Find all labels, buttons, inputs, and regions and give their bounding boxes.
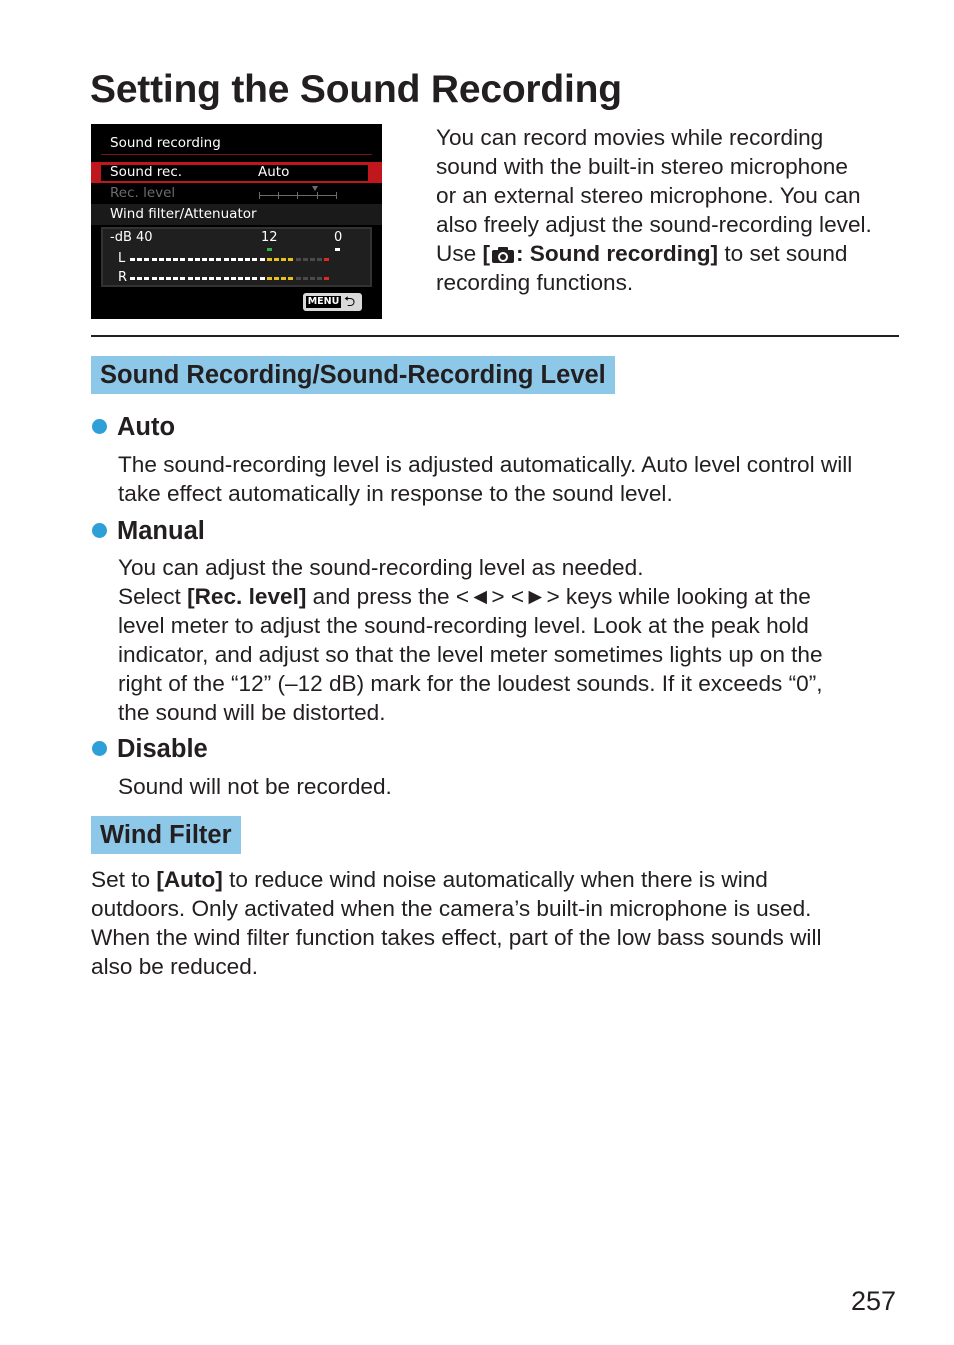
menu-item-reference: [Rec. level] xyxy=(187,584,307,609)
camera-menu-screen xyxy=(91,124,382,319)
meter-segment xyxy=(252,258,257,261)
menu-row-rec-level[interactable] xyxy=(91,183,382,204)
meter-segment xyxy=(130,277,135,280)
meter-segment xyxy=(202,258,207,261)
meter-segment xyxy=(296,277,301,280)
intro-menu-name: : Sound recording] xyxy=(516,241,719,266)
meter-segment xyxy=(152,258,157,261)
intro-text: Use xyxy=(436,241,483,266)
bullet-label: Auto xyxy=(117,413,176,441)
return-icon: ⮌ xyxy=(344,294,356,310)
meter-segment xyxy=(303,258,308,261)
menu-row-label: Sound rec. xyxy=(110,164,183,180)
bullet-dot-icon xyxy=(92,741,107,756)
bullet-dot-icon xyxy=(92,523,107,538)
setting-reference: [Auto] xyxy=(156,867,223,892)
menu-row-value: Auto xyxy=(258,164,290,180)
auto-description xyxy=(118,450,852,508)
manual-description xyxy=(118,553,823,727)
horizontal-divider xyxy=(91,335,899,337)
body-line: indicator, and adjust so that the level meter sometimes lights up on the xyxy=(118,642,823,667)
meter-segment xyxy=(216,258,221,261)
meter-segment xyxy=(324,277,329,280)
meter-segment xyxy=(310,258,315,261)
meter-channel-l: L xyxy=(118,251,126,266)
body-line: The sound-recording level is adjusted automatically. Auto level control will xyxy=(118,452,853,477)
intro-bracket: [ xyxy=(482,241,490,266)
meter-segment xyxy=(188,277,193,280)
body-line xyxy=(91,865,822,894)
page-title: Setting the Sound Recording xyxy=(90,68,622,111)
meter-segment xyxy=(144,258,149,261)
meter-mark-0: 0 xyxy=(334,230,343,245)
rec-level-slider xyxy=(259,195,337,196)
meter-segment xyxy=(317,277,322,280)
meter-segment xyxy=(281,277,286,280)
intro-line: also freely adjust the sound-recording level. xyxy=(436,212,872,237)
bullet-heading-disable xyxy=(92,735,208,764)
menu-row-sound-rec[interactable] xyxy=(91,162,382,183)
bullet-heading-auto xyxy=(92,413,175,442)
bullet-dot-icon xyxy=(92,419,107,434)
meter-segment xyxy=(173,277,178,280)
meter-segment xyxy=(267,277,272,280)
meter-segment xyxy=(288,277,293,280)
meter-segment xyxy=(159,277,164,280)
meter-segment xyxy=(224,277,229,280)
meter-segment xyxy=(260,277,265,280)
meter-db-label: -dB 40 xyxy=(110,230,153,245)
page-number: 257 xyxy=(851,1286,897,1316)
meter-segment xyxy=(180,277,185,280)
meter-segment xyxy=(137,277,142,280)
intro-line: sound with the built-in stereo microphone xyxy=(436,154,848,179)
menu-title-divider xyxy=(101,154,372,155)
meter-segment xyxy=(137,258,142,261)
meter-segment xyxy=(267,258,272,261)
meter-segment xyxy=(173,258,178,261)
meter-segment xyxy=(252,277,257,280)
disable-description xyxy=(118,772,392,801)
meter-segment xyxy=(224,258,229,261)
menu-button-label: MENU xyxy=(307,296,340,307)
intro-text: to set sound xyxy=(718,241,848,266)
body-text: and press the <◄> <►> keys while looking at the xyxy=(306,584,811,609)
section-heading-sound-level: Sound Recording/Sound-Recording Level xyxy=(91,356,615,394)
meter-segment xyxy=(303,277,308,280)
body-text: Select xyxy=(118,584,188,609)
meter-segment xyxy=(188,258,193,261)
meter-segment xyxy=(209,277,214,280)
body-text: to reduce wind noise automatically when there is wind xyxy=(222,867,768,892)
meter-channel-r: R xyxy=(118,270,128,285)
meter-segment xyxy=(180,258,185,261)
body-line: When the wind filter function takes effect, part of the low bass sounds will xyxy=(91,925,822,950)
meter-segment xyxy=(144,277,149,280)
menu-row-label: Wind filter/Attenuator xyxy=(110,206,257,222)
camera-icon xyxy=(491,246,515,263)
meter-segment xyxy=(296,258,301,261)
meter-segment xyxy=(317,258,322,261)
bullet-label: Disable xyxy=(117,735,208,763)
body-line: also be reduced. xyxy=(91,954,259,979)
meter-segment xyxy=(238,277,243,280)
meter-segment xyxy=(281,258,286,261)
meter-segment xyxy=(288,258,293,261)
menu-title: Sound recording xyxy=(110,135,221,151)
meter-segment xyxy=(274,277,279,280)
meter-segment xyxy=(195,258,200,261)
meter-segment xyxy=(245,258,250,261)
menu-row-label: Rec. level xyxy=(110,185,176,201)
meter-segment xyxy=(310,277,315,280)
body-line: Sound will not be recorded. xyxy=(118,774,392,799)
intro-line xyxy=(436,239,906,268)
bullet-label: Manual xyxy=(117,517,205,545)
meter-segment xyxy=(260,258,265,261)
intro-paragraph xyxy=(436,123,906,297)
menu-return-button[interactable] xyxy=(303,293,362,311)
meter-segment xyxy=(238,258,243,261)
wind-filter-description xyxy=(91,865,822,981)
meter-segment xyxy=(231,258,236,261)
meter-segment xyxy=(202,277,207,280)
bullet-heading-manual xyxy=(92,517,205,546)
meter-segment xyxy=(209,258,214,261)
meter-segment xyxy=(216,277,221,280)
meter-segment xyxy=(231,277,236,280)
meter-segment xyxy=(195,277,200,280)
meter-segment xyxy=(130,258,135,261)
peak-marker-12 xyxy=(267,248,272,251)
meter-mark-12: 12 xyxy=(261,230,278,245)
body-text: Set to xyxy=(91,867,157,892)
meter-segment xyxy=(324,258,329,261)
body-line: take effect automatically in response to the sound level. xyxy=(118,481,673,506)
meter-segment xyxy=(245,277,250,280)
peak-marker-0 xyxy=(335,248,340,251)
body-line: outdoors. Only activated when the camera’s built-in microphone is used. xyxy=(91,896,812,921)
meter-segment xyxy=(166,277,171,280)
body-line xyxy=(118,582,823,611)
menu-row-wind-filter[interactable] xyxy=(91,204,382,225)
meter-segment xyxy=(166,258,171,261)
body-line: right of the “12” (–12 dB) mark for the loudest sounds. If it exceeds “0”, xyxy=(118,671,823,696)
intro-line: or an external stereo microphone. You can xyxy=(436,183,861,208)
body-line: the sound will be distorted. xyxy=(118,700,386,725)
meter-segment xyxy=(152,277,157,280)
meter-segment xyxy=(159,258,164,261)
intro-line: You can record movies while recording xyxy=(436,125,824,150)
section-heading-wind-filter: Wind Filter xyxy=(91,816,241,854)
body-line: level meter to adjust the sound-recording level. Look at the peak hold xyxy=(118,613,809,638)
meter-segment xyxy=(274,258,279,261)
intro-line: recording functions. xyxy=(436,270,634,295)
body-line: You can adjust the sound-recording level as needed. xyxy=(118,555,644,580)
